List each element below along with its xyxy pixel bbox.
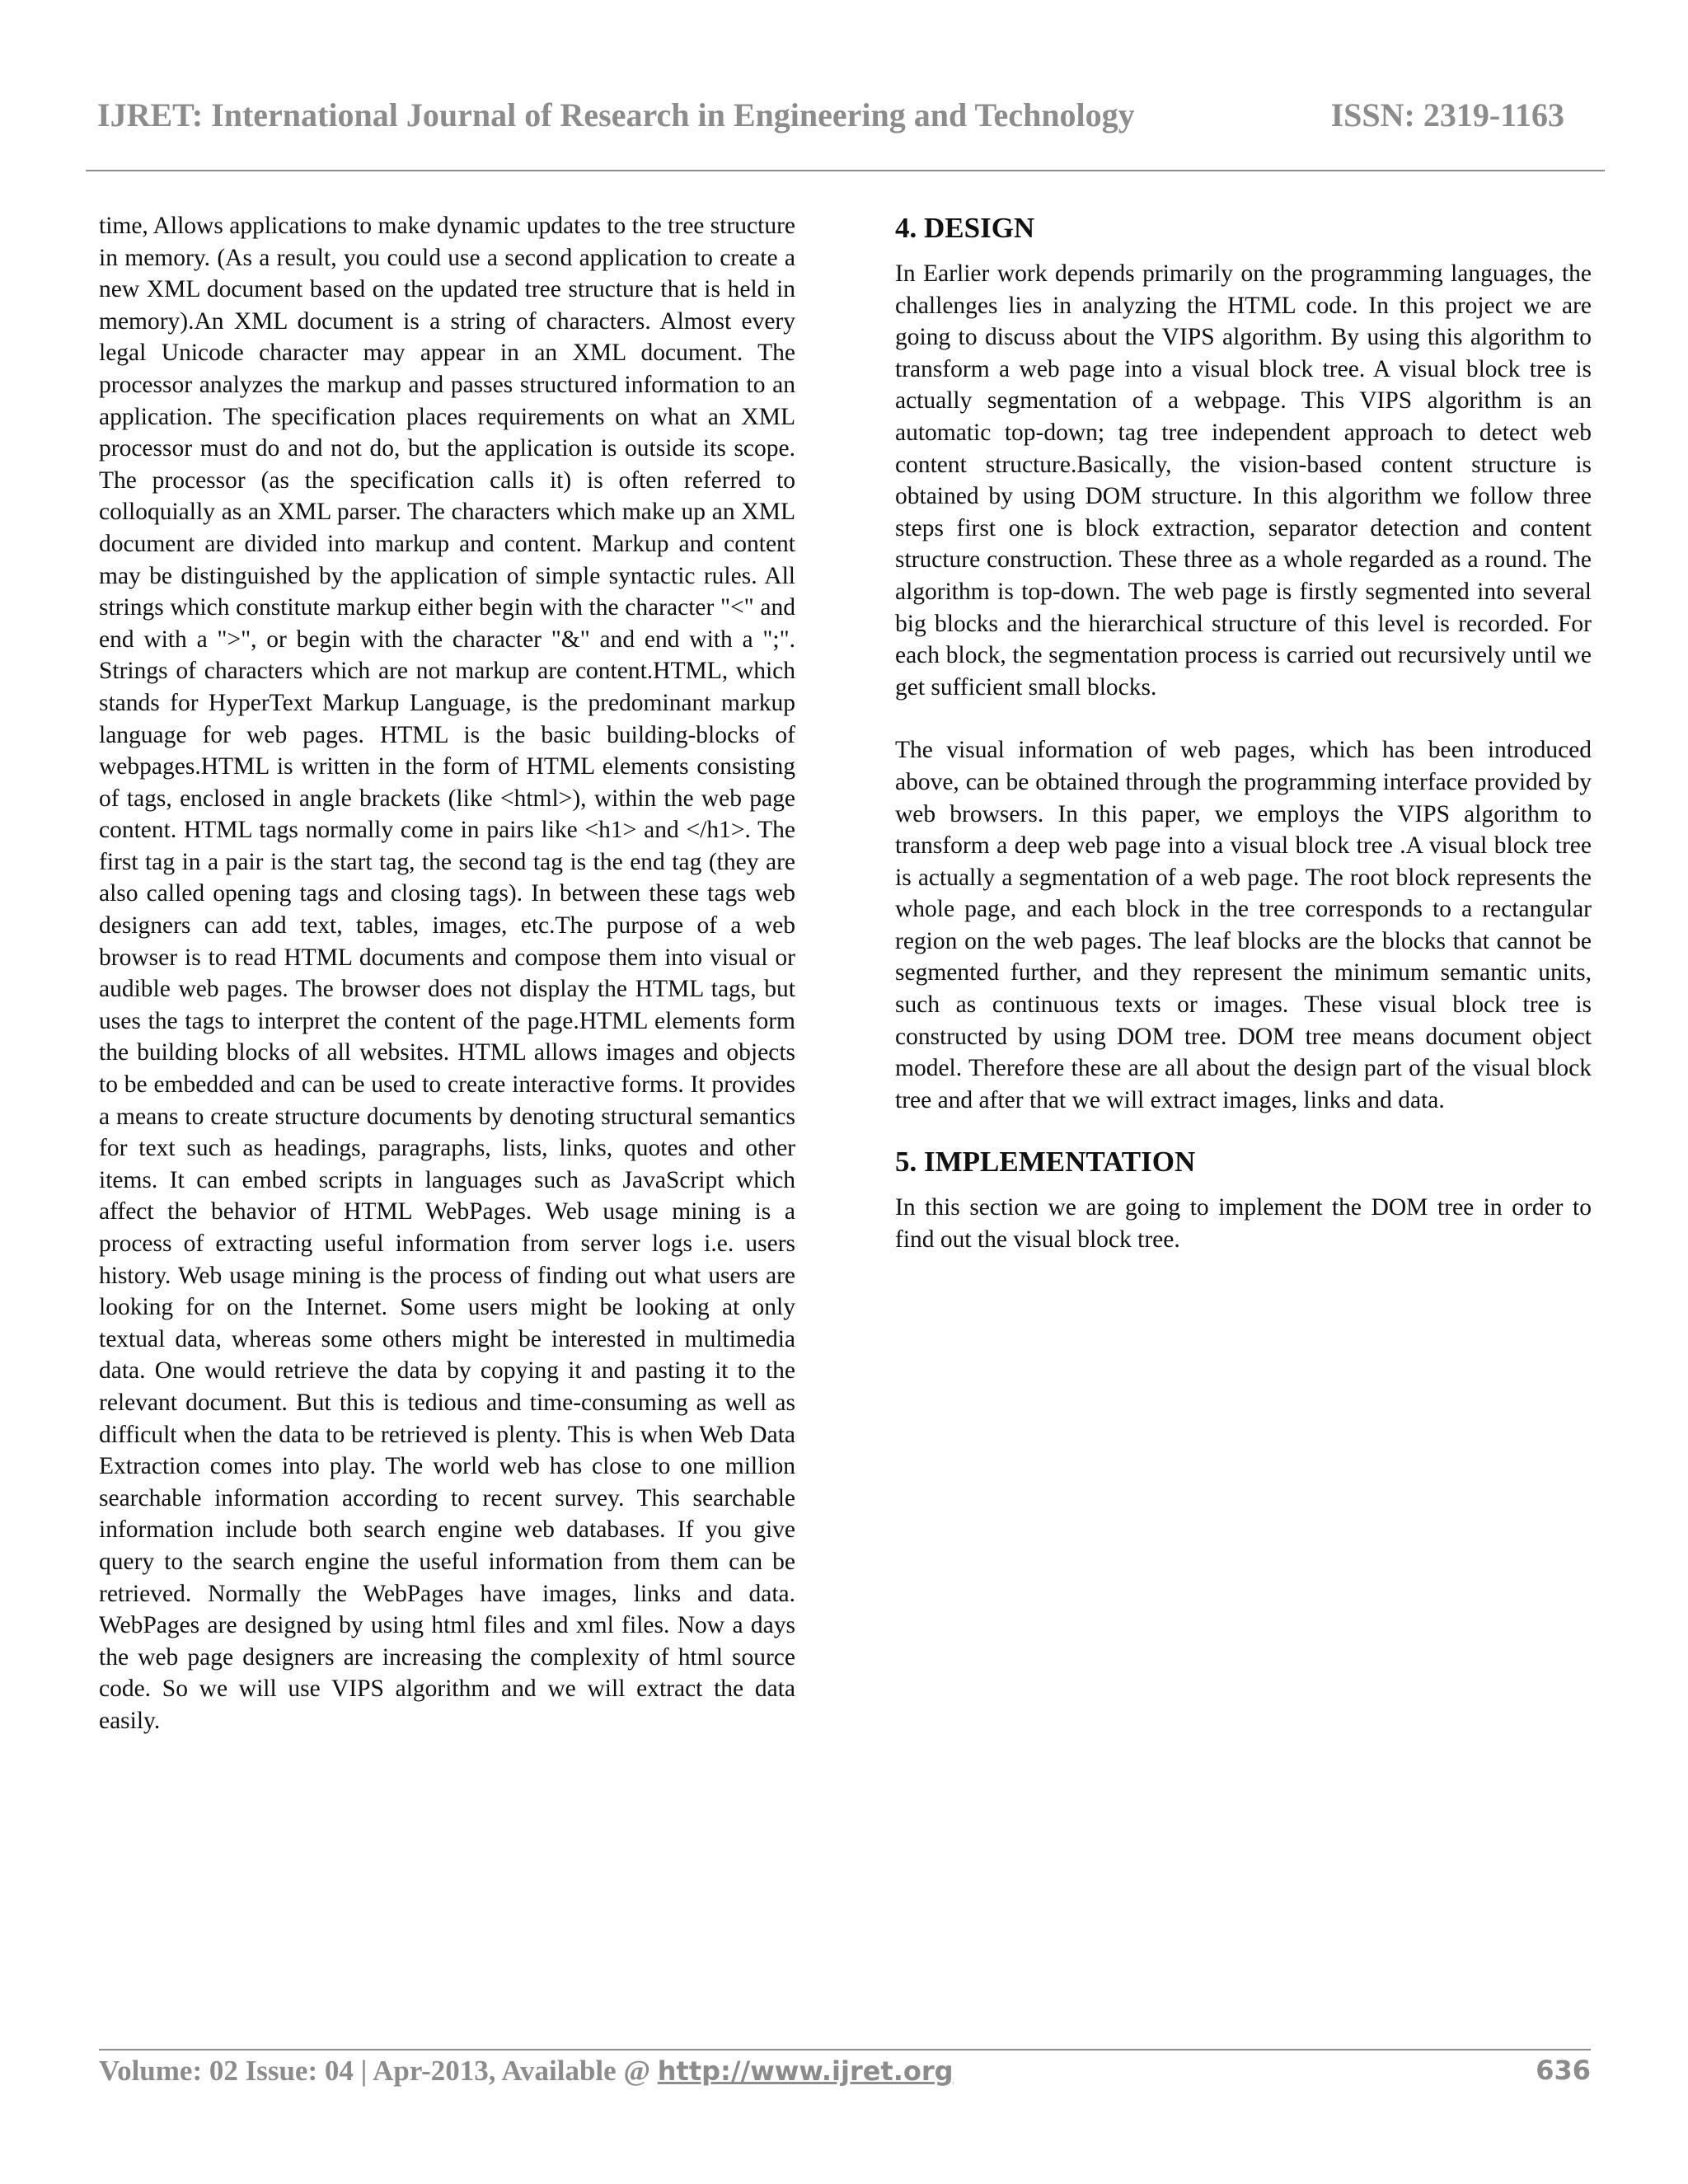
right-column xyxy=(895,210,1592,1256)
section-heading-implementation: 5. IMPLEMENTATION xyxy=(895,1146,1196,1179)
page-header xyxy=(97,96,1591,145)
body-paragraph-implementation: In this section we are going to implement the DOM tree in order to find out the visual block tree. xyxy=(895,1194,1592,1254)
journal-title: IJRET: International Journal of Research in Engineering and Technology xyxy=(97,96,1135,134)
header-divider xyxy=(86,170,1605,171)
footer-citation xyxy=(99,2055,954,2088)
body-paragraph-visual-information: The visual information of web pages, which has been introduced above, can be obtained through the programming interface provided by web browsers. In this paper, we employs the VIPS algorithm to transform a deep web page into a visual block tree .A visual block tree is actually a segmentation of a web page. The root block represents the whole page, and each block in the tree corresponds to a rectangular region on the web pages. The leaf blocks are the blocks that cannot be segmented further, and they represent the minimum semantic units, such as continuous texts or images. These visual block tree is constructed by using DOM tree. DOM tree means document object model. Therefore these are all about the design part of the visual block tree and after that we will extract images, links and data. xyxy=(895,737,1592,1113)
page-footer xyxy=(99,2055,1591,2096)
issn-label: ISSN: 2319-1163 xyxy=(1330,96,1564,134)
body-paragraph-xml-html: time, Allows applications to make dynamic updates to the tree structure in memory. (As a result, you could use a second application to create a new XML document based on the updated tree structure that is held in memory).An XML document is a string of characters. Almost every legal Unicode character may appear in an XML document. The processor analyzes the markup and passes structured information to an application. The specification places requirements on what an XML processor must do and not do, but the application is outside its scope. The processor (as the specification calls it) is often referred to colloquially as an XML parser. The characters which make up an XML document are divided into markup and content. Markup and content may be distinguished by the application of simple syntactic rules. All strings which constitute markup either begin with the character "<" and end with a ">", or begin with the character "&" and end with a ";". Strings of characters which are not markup are content.HTML, which stands for HyperText Markup Language, is the predominant markup language for web pages. HTML is the basic building-blocks of webpages.HTML is written in the form of HTML elements consisting of tags, enclosed in angle brackets (like <html>), within the web page content. HTML tags normally come in pairs like <h1> and </h1>. The first tag in a pair is the start tag, the second tag is the end tag (they are also called opening tags and closing tags). In between these tags web designers can add text, tables, images, etc.The purpose of a web browser is to read HTML documents and compose them into visual or audible web pages. The browser does not display the HTML tags, but uses the tags to interpret the content of the page.HTML elements form the building blocks of all websites. HTML allows images and objects to be embedded and can be used to create interactive forms. It provides a means to create structure documents by denoting structural semantics for text such as headings, paragraphs, lists, links, quotes and other items. It can embed scripts in languages such as JavaScript which affect the behavior of HTML WebPages. Web usage mining is a process of extracting useful information from server logs i.e. users history. Web usage mining is the process of finding out what users are looking for on the Internet. Some users might be looking at only textual data, whereas some others might be interested in multimedia data. One would retrieve the data by copying it and pasting it to the relevant document. But this is tedious and time-consuming as well as difficult when the data to be retrieved is plenty. This is when Web Data Extraction comes into play. The world web has close to one million searchable information according to recent survey. This searchable information include both search engine web databases. If you give query to the search engine the useful information from them can be retrieved. Normally the WebPages have images, links and data. WebPages are designed by using html files and xml files. Now a days the web page designers are increasing the complexity of html source code. So we will use VIPS algorithm and we will extract the data easily. xyxy=(99,213,795,1734)
page-number: 636 xyxy=(1536,2055,1591,2086)
left-column xyxy=(99,210,795,1737)
footer-volume-text: Volume: 02 Issue: 04 | Apr-2013, Available @ xyxy=(99,2055,658,2087)
body-paragraph-design: In Earlier work depends primarily on the programming languages, the challenges lies in analyzing the HTML code. In this project we are going to discuss about the VIPS algorithm. By using this algorithm to transform a web page into a visual block tree. A visual block tree is actually segmentation of a webpage. This VIPS algorithm is an automatic top-down; tag tree independent approach to detect web content structure.Basically, the vision-based content structure is obtained by using DOM structure. In this algorithm we follow three steps first one is block extraction, separator detection and content structure construction. These three as a whole regarded as a round. The algorithm is top-down. The web page is firstly segmented into several big blocks and the hierarchical structure of this level is recorded. For each block, the segmentation process is carried out recursively until we get sufficient small blocks. xyxy=(895,260,1592,701)
footer-divider xyxy=(99,2049,1591,2050)
section-heading-design: 4. DESIGN xyxy=(895,212,1035,244)
journal-website-link[interactable]: http://www.ijret.org xyxy=(657,2055,954,2087)
